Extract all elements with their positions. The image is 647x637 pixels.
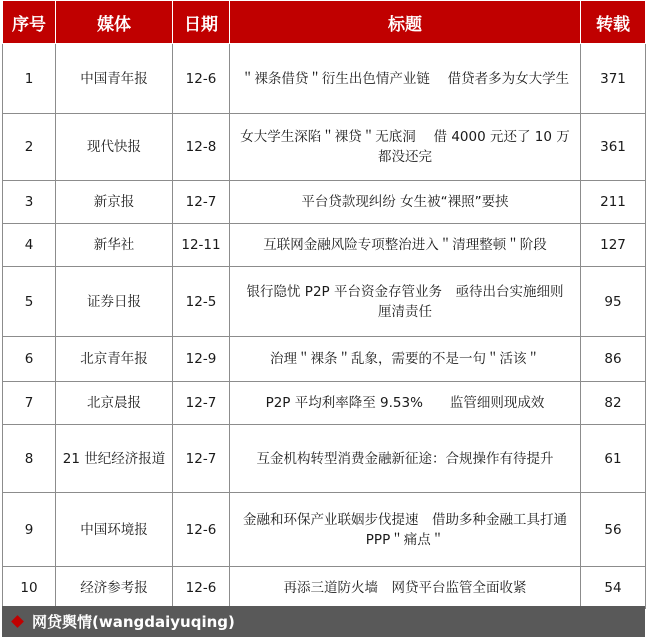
header-media: 媒体 [56, 1, 173, 44]
cell-media: 现代快报 [56, 114, 173, 181]
cell-date: 12-11 [173, 224, 230, 267]
cell-title: 互金机构转型消费金融新征途：合规操作有待提升 [230, 425, 581, 493]
cell-reposts: 82 [581, 382, 646, 425]
cell-no: 4 [3, 224, 56, 267]
cell-reposts: 211 [581, 181, 646, 224]
cell-title: 再添三道防火墙 网贷平台监管全面收紧 [230, 567, 581, 609]
table-row [3, 114, 646, 181]
header-no: 序号 [3, 1, 56, 44]
cell-media: 北京晨报 [56, 382, 173, 425]
cell-title: 平台贷款现纠纷 女生被“裸照”要挟 [230, 181, 581, 224]
cell-media: 21 世纪经济报道 [56, 425, 173, 493]
diamond-icon [11, 615, 24, 628]
cell-date: 12-7 [173, 181, 230, 224]
cell-no: 3 [3, 181, 56, 224]
cell-date: 12-9 [173, 337, 230, 382]
news-repost-table [2, 0, 646, 609]
cell-date: 12-5 [173, 267, 230, 337]
table-row [3, 181, 646, 224]
table-row [3, 337, 646, 382]
cell-no: 1 [3, 44, 56, 114]
cell-media: 北京青年报 [56, 337, 173, 382]
cell-title: ＂裸条借贷＂衍生出色情产业链 借贷者多为女大学生 [230, 44, 581, 114]
table-row [3, 267, 646, 337]
footer-label: 网贷舆情(wangdaiyuqing) [32, 613, 235, 631]
table-row [3, 425, 646, 493]
table-row [3, 44, 646, 114]
table-row [3, 382, 646, 425]
header-reposts: 转载 [581, 1, 646, 44]
cell-no: 9 [3, 493, 56, 567]
table-row [3, 567, 646, 609]
header-title: 标题 [230, 1, 581, 44]
cell-date: 12-8 [173, 114, 230, 181]
cell-reposts: 54 [581, 567, 646, 609]
cell-no: 2 [3, 114, 56, 181]
cell-reposts: 61 [581, 425, 646, 493]
cell-media: 新京报 [56, 181, 173, 224]
cell-title: 治理＂裸条＂乱象，需要的不是一句＂活该＂ [230, 337, 581, 382]
cell-reposts: 371 [581, 44, 646, 114]
cell-media: 中国青年报 [56, 44, 173, 114]
cell-reposts: 86 [581, 337, 646, 382]
cell-date: 12-6 [173, 567, 230, 609]
cell-title: 互联网金融风险专项整治进入＂清理整顿＂阶段 [230, 224, 581, 267]
cell-media: 证券日报 [56, 267, 173, 337]
cell-title: 金融和环保产业联姻步伐提速 借助多种金融工具打通 PPP＂痛点＂ [230, 493, 581, 567]
cell-no: 8 [3, 425, 56, 493]
cell-title: 银行隐忧 P2P 平台资金存管业务 亟待出台实施细则厘清责任 [230, 267, 581, 337]
table-header-row [3, 1, 646, 44]
cell-date: 12-6 [173, 44, 230, 114]
cell-no: 5 [3, 267, 56, 337]
cell-media: 经济参考报 [56, 567, 173, 609]
header-date: 日期 [173, 1, 230, 44]
table-row [3, 493, 646, 567]
cell-no: 7 [3, 382, 56, 425]
table-row [3, 224, 646, 267]
cell-title: 女大学生深陷＂裸贷＂无底洞 借 4000 元还了 10 万都没还完 [230, 114, 581, 181]
footer-banner [2, 606, 645, 637]
cell-no: 10 [3, 567, 56, 609]
cell-reposts: 95 [581, 267, 646, 337]
cell-media: 中国环境报 [56, 493, 173, 567]
cell-media: 新华社 [56, 224, 173, 267]
cell-date: 12-7 [173, 382, 230, 425]
cell-reposts: 127 [581, 224, 646, 267]
cell-reposts: 361 [581, 114, 646, 181]
cell-no: 6 [3, 337, 56, 382]
cell-date: 12-7 [173, 425, 230, 493]
cell-title: P2P 平均利率降至 9.53% 监管细则现成效 [230, 382, 581, 425]
cell-date: 12-6 [173, 493, 230, 567]
cell-reposts: 56 [581, 493, 646, 567]
